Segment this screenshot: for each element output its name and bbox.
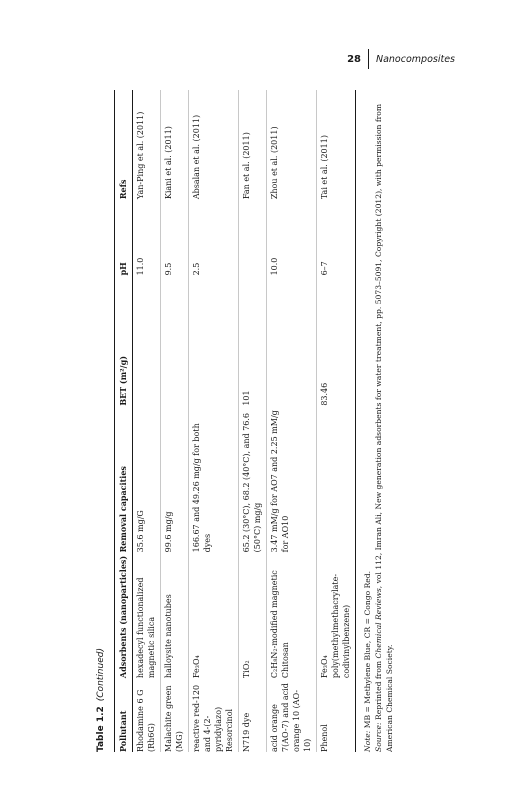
cell-adsorbent: hexadecyl functionalized magnetic silica [136,577,156,679]
column-header-removal: Removal capacities [115,406,133,553]
cell-ref: Yan-Ping et al. (2011) [136,111,145,200]
cell-ph: 11.0 [136,257,145,276]
source-label: Source: [374,722,383,752]
source-pre: Reprinted from [374,658,383,720]
table-body [133,90,356,752]
header-divider [368,49,369,69]
table-notes [362,90,395,752]
table-row [239,90,267,752]
cell-adsorbent: Fe₃O₄ poly(methylmethacrylate-codivinylbenzene) [320,573,351,679]
cell-ph: 2.5 [192,262,201,276]
cell-pollutant: acid orange 7(AO-7) and acid orange 10 (AO-10) [270,683,312,752]
table-row [133,90,161,752]
table-row [317,90,356,752]
cell-removal: 166.67 and 49.26 mg/g for both dyes [192,423,212,553]
cell-bet: 101 [242,390,251,406]
table-note [362,90,373,752]
cell-pollutant: N719 dye [242,712,251,752]
cell-ph: 9.5 [164,262,173,276]
source-journal: Chemical Reviews [374,588,383,659]
cell-removal: 99.6 mg/g [164,511,173,553]
table-source [373,90,395,752]
cell-ref: Kiani et al. (2011) [164,126,173,200]
table-caption [96,648,106,752]
cell-adsorbent: halloysite nanotubes [164,594,173,679]
cell-adsorbent: TiO₂ [242,660,251,679]
cell-bet: 83.46 [320,382,329,406]
cell-ref: Fan et al. (2011) [242,132,251,200]
cell-ph [239,199,267,275]
column-header-refs: Refs [115,90,133,199]
cell-bet [267,275,317,405]
table-row [161,90,189,752]
cell-pollutant: Rhodamine 6 G (Rh6G) [136,689,156,752]
table-row [189,90,239,752]
cell-bet [161,275,189,405]
table-caption-label: Table 1.2 [96,706,106,752]
cell-pollutant: Phenol [320,724,329,752]
cell-removal: 3.47 mM/g for AO7 and 2.25 mM/g for AO10 [270,410,290,553]
running-title: Nanocomposites [375,53,455,65]
source-post: , vol 112, Imran Ali, New generation adsorbents for water treatment, pp. 5073–5091, Copyright (2012), with permission from American Chemical Society. [374,103,394,752]
cell-ref: Zhou et al. (2011) [270,126,279,200]
adsorbent-table [114,90,356,752]
cell-ref: Tai et al. (2011) [320,135,329,200]
table-caption-note: (Continued) [96,648,106,702]
running-head [347,48,455,70]
cell-adsorbent: Fe₃O₄ [192,655,201,679]
cell-removal: 65.2 (30°C), 68.2 (40°C), and 76.6 (50°C) mg/g [242,412,262,553]
cell-removal [317,406,356,553]
table-row [267,90,317,752]
column-header-ph: pH [115,199,133,275]
cell-bet [189,275,239,405]
column-header-bet: BET (m²/g) [115,275,133,405]
cell-ph: 10.0 [270,257,279,276]
cell-ref: Absalan et al. (2011) [192,114,201,200]
note-text: MB = Methylene Blue, CR = Congo Red. [363,570,372,729]
note-label: Note: [363,730,372,752]
table-header [115,90,133,752]
cell-pollutant: reactive red-120 and 4-(2-pyridylazo) Resorcinol [192,684,234,752]
column-header-adsorbents: Adsorbents (nanoparticles) [115,552,133,678]
rotated-table-block [92,72,428,752]
column-header-pollutant: Pollutant [115,678,133,752]
table-header-row [115,90,133,752]
page-number: 28 [347,53,361,65]
cell-adsorbent: C₂H₈N₂-modified magnetic Chitosan [270,570,290,679]
cell-ph: 6–7 [320,261,329,276]
cell-bet [133,275,161,405]
cell-removal: 35.6 mg/G [136,510,145,553]
cell-pollutant: Malachite green (MG) [164,685,184,752]
